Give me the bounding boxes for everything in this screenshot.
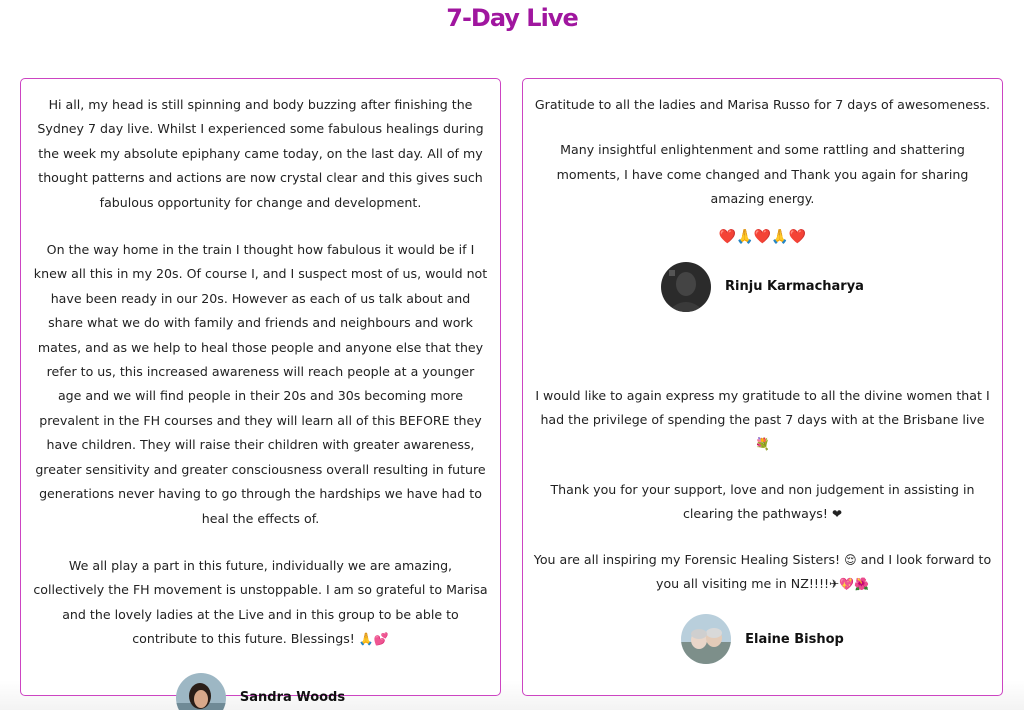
testimonial-text: and I look forward to you all visiting me in NZ!!!! <box>656 551 992 592</box>
testimonial-paragraph: Many insightful enlightenment and some rattling and shattering moments, I have come changed and Thank you again for sharing amazing energy. <box>556 142 969 207</box>
testimonial-text: I would like to again express my gratitude to all the divine women that I had the privilege of spending the past 7 days with at the Brisbane live <box>535 387 990 428</box>
testimonial-paragraph: Hi all, my head is still spinning and body buzzing after finishing the Sydney 7 day live. Whilst I experienced some fabulous healings during the week my absolute epiphany came today, on the last day. All of my thought patterns and actions are now crystal clear and this gives such fabulous opportunity for change and development. <box>37 97 484 210</box>
testimonial-paragraph: Gratitude to all the ladies and Marisa Russo for 7 days of awesomeness. <box>534 97 991 112</box>
author-name: Rinju Karmacharya <box>725 279 864 295</box>
testimonial-paragraph <box>533 548 992 597</box>
avatar <box>661 262 711 312</box>
author-name: Sandra Woods <box>239 690 346 706</box>
testimonial-author <box>533 262 992 312</box>
testimonial-author <box>33 673 488 710</box>
hearts-prayer-emoji-icon: ❤️🙏❤️🙏❤️ <box>718 228 807 245</box>
testimonial-paragraph <box>533 384 992 457</box>
testimonial-paragraph-last <box>33 554 488 652</box>
page-title: 7-Day Live <box>446 4 578 32</box>
avatar <box>681 614 731 664</box>
testimonial-text: You are all inspiring my Forensic Healing Sisters! <box>533 551 841 567</box>
bouquet-emoji-icon: 💐 <box>755 437 770 452</box>
testimonial-card-right <box>522 78 1003 696</box>
testimonial-card-sandra <box>20 78 501 706</box>
relieved-face-emoji-icon: 😌 <box>844 552 857 567</box>
avatar <box>176 673 226 710</box>
heart-emoji-icon: ❤ <box>831 507 842 522</box>
testimonial-text: Thank you for your support, love and non judgement in assisting in clearing the pathways! <box>550 481 975 522</box>
testimonial-paragraph: On the way home in the train I thought how fabulous it would be if I knew all this in my 20s. Of course I, and I suspect most of us, would not have been ready in our 20s. However as each of us talk about and share what we do with family and friends and neighbours and work mates, and as we help to heal those people and anyone else that they refer to us, this increased awareness will reach people at a younger age and we will find people in their 20s and 30s becoming more prevalent in the FH courses and they will learn all of this BEFORE they have children. They will raise their children with greater awareness, greater sensitivity and greater consciousness overall resulting in future generations never having to go through the hardships we have had to heal the effects of. <box>33 242 488 526</box>
testimonial-paragraph <box>533 478 992 527</box>
testimonial-author <box>533 614 992 664</box>
plane-heart-flower-emoji-icon: ✈💖🌺 <box>829 577 869 592</box>
testimonial-text: We all play a part in this future, individually we are amazing, collectively the FH movement is unstoppable. I am so grateful to Marisa and the lovely ladies at the Live and in this group to be able to contribute to this future. Blessings! <box>33 557 488 647</box>
prayer-heart-emoji-icon: 🙏💕 <box>358 632 389 647</box>
author-name: Elaine Bishop <box>745 631 844 647</box>
